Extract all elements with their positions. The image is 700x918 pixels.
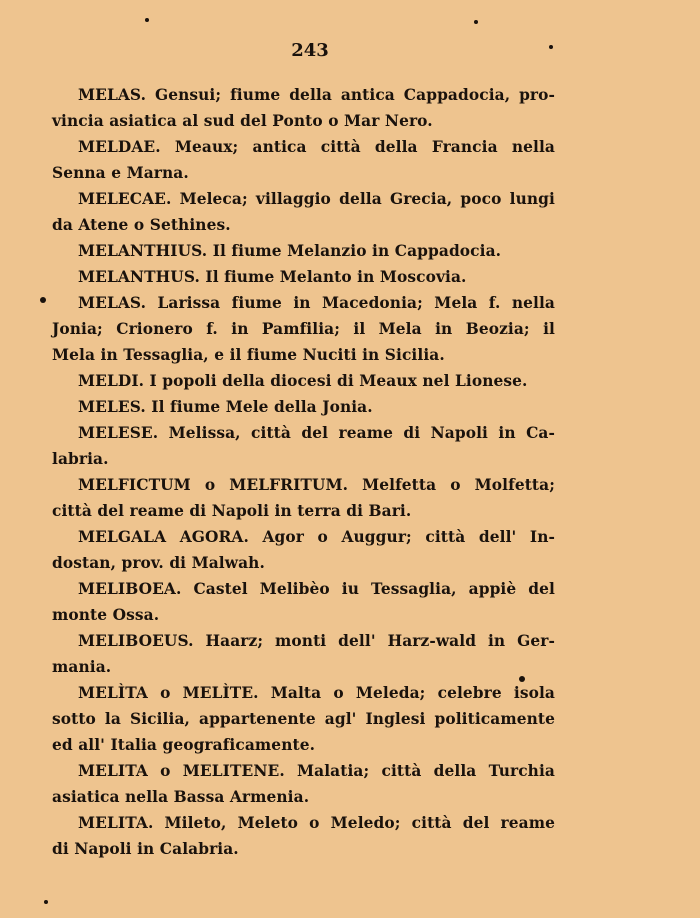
entry-headword-line: MELÌTA o MELÌTE. Malta o Meleda; celebre isola bbox=[78, 684, 555, 702]
entry-line: vincia asiatica al sud del Ponto o Mar Nero. bbox=[52, 112, 433, 130]
entry-headword-line: MELDAE. Meaux; antica città della Francia nella bbox=[78, 138, 555, 156]
entry-headword-line: MELECAE. Meleca; villaggio della Grecia, poco lungi bbox=[78, 190, 555, 208]
entry-line: Jonia; Crionero f. in Pamfilia; il Mela in Beozia; il bbox=[52, 320, 555, 338]
entry-headword-line: MELAS. Gensui; fiume della antica Cappadocia, pro- bbox=[78, 86, 555, 104]
entry-line: asiatica nella Bassa Armenia. bbox=[52, 788, 310, 806]
dictionary-entry bbox=[52, 264, 555, 290]
entry-headword-line: MELFICTUM o MELFRITUM. Melfetta o Molfetta; bbox=[78, 476, 555, 494]
entry-line: di Napoli in Calabria. bbox=[52, 840, 239, 858]
entry-line: dostan, prov. di Malwah. bbox=[52, 554, 265, 572]
dictionary-entry bbox=[52, 420, 555, 472]
dictionary-entry bbox=[52, 394, 555, 420]
entry-headword-line: MELES. Il fiume Mele della Jonia. bbox=[78, 398, 373, 416]
entry-line: ed all' Italia geograficamente. bbox=[52, 736, 316, 754]
dictionary-entry bbox=[52, 134, 555, 186]
speck bbox=[474, 20, 478, 24]
entry-headword-line: MELAS. Larissa fiume in Macedonia; Mela f. nella bbox=[78, 294, 555, 312]
margin-bullet bbox=[519, 676, 525, 682]
speck bbox=[549, 45, 553, 49]
entry-headword-line: MELESE. Melissa, città del reame di Napoli in Ca- bbox=[78, 424, 555, 442]
entry-headword-line: MELITA. Mileto, Meleto o Meledo; città del reame bbox=[78, 814, 555, 832]
entry-line: da Atene o Sethines. bbox=[52, 216, 231, 234]
speck bbox=[145, 18, 149, 22]
dictionary-entry bbox=[52, 238, 555, 264]
dictionary-entry bbox=[52, 368, 555, 394]
dictionary-entry bbox=[52, 680, 555, 758]
entry-line: mania. bbox=[52, 658, 112, 676]
entry-headword-line: MELITA o MELITENE. Malatia; città della Turchia bbox=[78, 762, 555, 780]
dictionary-entry bbox=[52, 758, 555, 810]
dictionary-entry bbox=[52, 628, 555, 680]
entry-line: sotto la Sicilia, appartenente agl' Inglesi politicamente bbox=[52, 710, 555, 728]
entry-headword-line: MELANTHUS. Il fiume Melanto in Moscovia. bbox=[78, 268, 467, 286]
dictionary-entry bbox=[52, 82, 555, 134]
entry-line: Senna e Marna. bbox=[52, 164, 189, 182]
entry-headword-line: MELIBOEA. Castel Melibèo iu Tessaglia, appiè del bbox=[78, 580, 555, 598]
dictionary-entry bbox=[52, 186, 555, 238]
dictionary-entry bbox=[52, 576, 555, 628]
entry-headword-line: MELANTHIUS. Il fiume Melanzio in Cappadocia. bbox=[78, 242, 502, 260]
dictionary-entries bbox=[52, 82, 555, 862]
page-number: 243 bbox=[291, 40, 329, 61]
entry-line: Mela in Tessaglia, e il fiume Nuciti in Sicilia. bbox=[52, 346, 445, 364]
entry-headword-line: MELIBOEUS. Haarz; monti dell' Harz-wald in Ger- bbox=[78, 632, 555, 650]
dictionary-entry bbox=[52, 472, 555, 524]
entry-headword-line: MELGALA AGORA. Agor o Auggur; città dell' In- bbox=[78, 528, 555, 546]
speck bbox=[44, 900, 48, 904]
dictionary-entry bbox=[52, 524, 555, 576]
entry-line: monte Ossa. bbox=[52, 606, 160, 624]
margin-bullet bbox=[40, 297, 46, 303]
entry-headword-line: MELDI. I popoli della diocesi di Meaux nel Lionese. bbox=[78, 372, 528, 390]
dictionary-entry bbox=[52, 290, 555, 368]
entry-line: labria. bbox=[52, 450, 109, 468]
dictionary-entry bbox=[52, 810, 555, 862]
entry-line: città del reame di Napoli in terra di Bari. bbox=[52, 502, 412, 520]
